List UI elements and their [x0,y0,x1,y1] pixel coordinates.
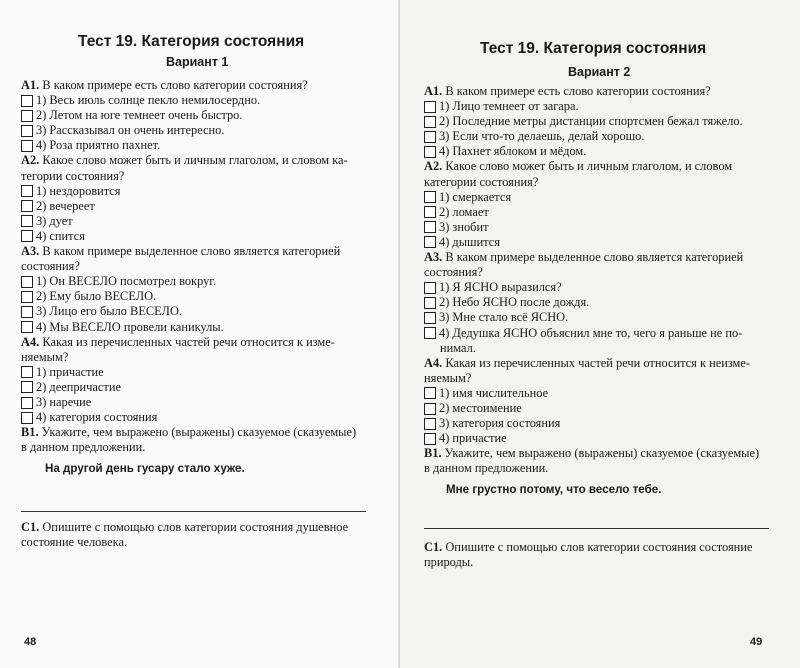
option-text: 4) Роза приятно пахнет. [36,138,161,153]
question-a3 [424,250,789,265]
given-sentence: На другой день гусару стало хуже. [45,462,245,476]
checkbox[interactable] [424,206,436,218]
option-a3-4[interactable] [21,320,381,335]
question-a4 [21,335,381,350]
question-text-cont: категории состояния? [424,174,539,189]
checkbox[interactable] [424,101,436,113]
option-text: 4) дышится [439,234,500,249]
checkbox[interactable] [21,95,33,107]
checkbox[interactable] [424,297,436,309]
question-a1 [21,78,381,93]
option-a3-2[interactable] [424,295,789,310]
question-text-cont: тегории состояния? [21,168,125,183]
checkbox[interactable] [21,381,33,393]
option-a1-4[interactable] [21,138,381,153]
question-text: В каком примере есть слово категории состояния? [445,84,711,98]
question-text: Опишите с помощью слов категории состояния душевное [42,520,349,534]
checkbox[interactable] [21,291,33,303]
option-text: 4) категория состояния [36,410,158,425]
option-a2-2[interactable] [424,205,789,220]
question-label: А2. [21,153,40,168]
option-text: 1) нездоровится [36,183,121,198]
option-text: 1) причастие [36,364,104,379]
checkbox[interactable] [21,397,33,409]
option-text: 3) Если что-то делаешь, делай хорошо. [439,129,645,144]
option-text: 4) причастие [439,431,507,446]
checkbox[interactable] [424,146,436,158]
option-a4-2[interactable] [21,380,381,395]
question-a2 [21,153,381,168]
checkbox[interactable] [424,191,436,203]
question-text-cont: няемым? [21,349,69,364]
checkbox[interactable] [424,433,436,445]
option-a1-1[interactable] [21,93,381,108]
checkbox[interactable] [21,185,33,197]
option-a1-3[interactable] [21,123,381,138]
question-text: Какое слово может быть и личным глаголом, и словом ка- [42,153,348,168]
question-label: С1. [21,520,40,534]
option-a1-2[interactable] [424,114,789,129]
checkbox[interactable] [21,412,33,424]
option-a2-4[interactable] [424,235,789,250]
question-label: А2. [424,159,443,174]
page-number: 49 [750,636,763,648]
checkbox[interactable] [21,125,33,137]
option-text: 2) Последние метры дистанции спортсмен бежал тяжело. [439,114,743,129]
question-c1 [21,520,381,535]
option-a3-1[interactable] [424,280,789,295]
page-title: Тест 19. Категория состояния [78,33,305,50]
option-text: 2) Летом на юге темнеет очень быстро. [36,108,243,123]
question-c1 [424,540,789,555]
checkbox[interactable] [424,387,436,399]
question-a3 [21,244,381,259]
option-text: 2) Ему было ВЕСЕЛО. [36,289,157,304]
question-text: Опишите с помощью слов категории состояния состояние [445,540,753,554]
checkbox[interactable] [424,403,436,415]
checkbox[interactable] [21,230,33,242]
question-a1 [424,84,789,99]
checkbox[interactable] [424,327,436,339]
option-a1-1[interactable] [424,99,789,114]
option-a3-3[interactable] [21,304,381,319]
checkbox[interactable] [424,131,436,143]
checkbox[interactable] [21,366,33,378]
option-text: 2) местоимение [439,400,522,415]
option-a2-3[interactable] [424,220,789,235]
checkbox[interactable] [21,200,33,212]
question-label: А3. [424,250,443,265]
option-a4-1[interactable] [21,365,381,380]
option-text: 2) вечереет [36,198,95,213]
option-a4-3[interactable] [424,416,789,431]
option-a3-4[interactable] [424,326,789,341]
option-a2-1[interactable] [424,190,789,205]
right-page [400,0,800,668]
question-label: А3. [21,244,40,259]
option-text: 2) деепричастие [36,379,121,394]
question-text-cont: природы. [424,555,474,570]
question-text: Укажите, чем выражено (выражены) сказуемое (сказуемые) [41,425,357,440]
question-label: А4. [21,334,40,349]
question-label: А4. [424,355,443,370]
option-text-cont: нимал. [440,340,476,355]
option-text: 3) наречие [36,394,92,409]
question-c1-block [21,520,381,550]
option-a3-2[interactable] [21,289,381,304]
option-a2-2[interactable] [21,199,381,214]
option-text: 1) имя числительное [439,385,549,400]
option-text: 1) Он ВЕСЕЛО посмотрел вокруг. [36,274,217,289]
checkbox[interactable] [424,418,436,430]
question-text-cont: в данном предложении. [21,440,146,455]
option-text: 1) Весь июль солнце пекло немилосердно. [36,93,261,108]
question-text: Укажите, чем выражено (выражены) сказуемое (сказуемые) [444,446,760,461]
question-text: Какое слово может быть и личным глаголом, и словом [445,159,733,174]
question-text-cont: состояния? [424,265,483,280]
checkbox[interactable] [21,110,33,122]
checkbox[interactable] [424,236,436,248]
question-label: А1. [21,78,40,92]
checkbox[interactable] [424,312,436,324]
option-text: 3) дует [36,213,73,228]
question-text-cont: няемым? [424,370,472,385]
option-text: 4) Мы ВЕСЕЛО провели каникулы. [36,319,224,334]
question-text: В каком примере выделенное слово является категорией [445,250,744,265]
question-a2 [424,159,789,174]
checkbox[interactable] [21,215,33,227]
option-a4-4[interactable] [21,410,381,425]
page-number: 48 [24,636,37,648]
question-label: В1. [21,425,39,440]
checkbox[interactable] [424,221,436,233]
test-content [424,84,789,498]
option-text: 3) Рассказывал он очень интересно. [36,123,225,138]
option-text: 2) Небо ЯСНО после дождя. [439,295,590,310]
option-text: 1) Лицо темнеет от загара. [439,99,579,114]
option-a1-3[interactable] [424,129,789,144]
question-label: А1. [424,84,443,98]
question-label: В1. [424,446,442,461]
option-text: 4) спится [36,228,85,243]
answer-line[interactable] [424,528,769,529]
question-label: С1. [424,540,443,554]
checkbox[interactable] [424,282,436,294]
option-text: 3) Мне стало всё ЯСНО. [439,310,569,325]
option-a1-4[interactable] [424,144,789,159]
variant-heading: Вариант 2 [568,65,631,79]
test-content [21,78,381,476]
option-a3-3[interactable] [424,310,789,325]
question-text-cont: состояния? [21,259,80,274]
option-text: 4) Пахнет яблоком и мёдом. [439,144,587,159]
page-title: Тест 19. Категория состояния [480,40,707,57]
option-a4-3[interactable] [21,395,381,410]
option-a4-1[interactable] [424,386,789,401]
question-text: Какая из перечисленных частей речи относится к изме- [42,334,335,349]
checkbox[interactable] [21,321,33,333]
option-text: 3) знобит [439,219,489,234]
answer-line[interactable] [21,511,366,512]
checkbox[interactable] [21,140,33,152]
question-a4 [424,356,789,371]
option-a4-2[interactable] [424,401,789,416]
option-text: 3) Лицо его было ВЕСЕЛО. [36,304,183,319]
checkbox[interactable] [21,276,33,288]
option-a4-4[interactable] [424,431,789,446]
question-text: Какая из перечисленных частей речи относится к неизме- [445,355,751,370]
question-text: В каком примере есть слово категории состояния? [42,78,308,92]
option-a2-1[interactable] [21,184,381,199]
option-text: 4) Дедушка ЯСНО объяснил мне то, чего я раньше не по- [439,325,743,340]
option-a2-3[interactable] [21,214,381,229]
checkbox[interactable] [21,306,33,318]
question-b1 [21,425,381,440]
given-sentence: Мне грустно потому, что весело тебе. [446,483,662,497]
option-text: 1) Я ЯСНО выразился? [439,280,562,295]
checkbox[interactable] [424,116,436,128]
option-text: 1) смеркается [439,189,512,204]
question-b1 [424,446,789,461]
variant-heading: Вариант 1 [166,55,229,69]
option-text: 3) категория состояния [439,416,561,431]
question-text-cont: состояние человека. [21,535,128,550]
option-a3-1[interactable] [21,274,381,289]
option-text: 2) ломает [439,204,489,219]
option-a2-4[interactable] [21,229,381,244]
question-text: В каком примере выделенное слово является категорией [42,244,341,259]
option-a1-2[interactable] [21,108,381,123]
question-text-cont: в данном предложении. [424,461,549,476]
question-c1-block [424,540,789,570]
